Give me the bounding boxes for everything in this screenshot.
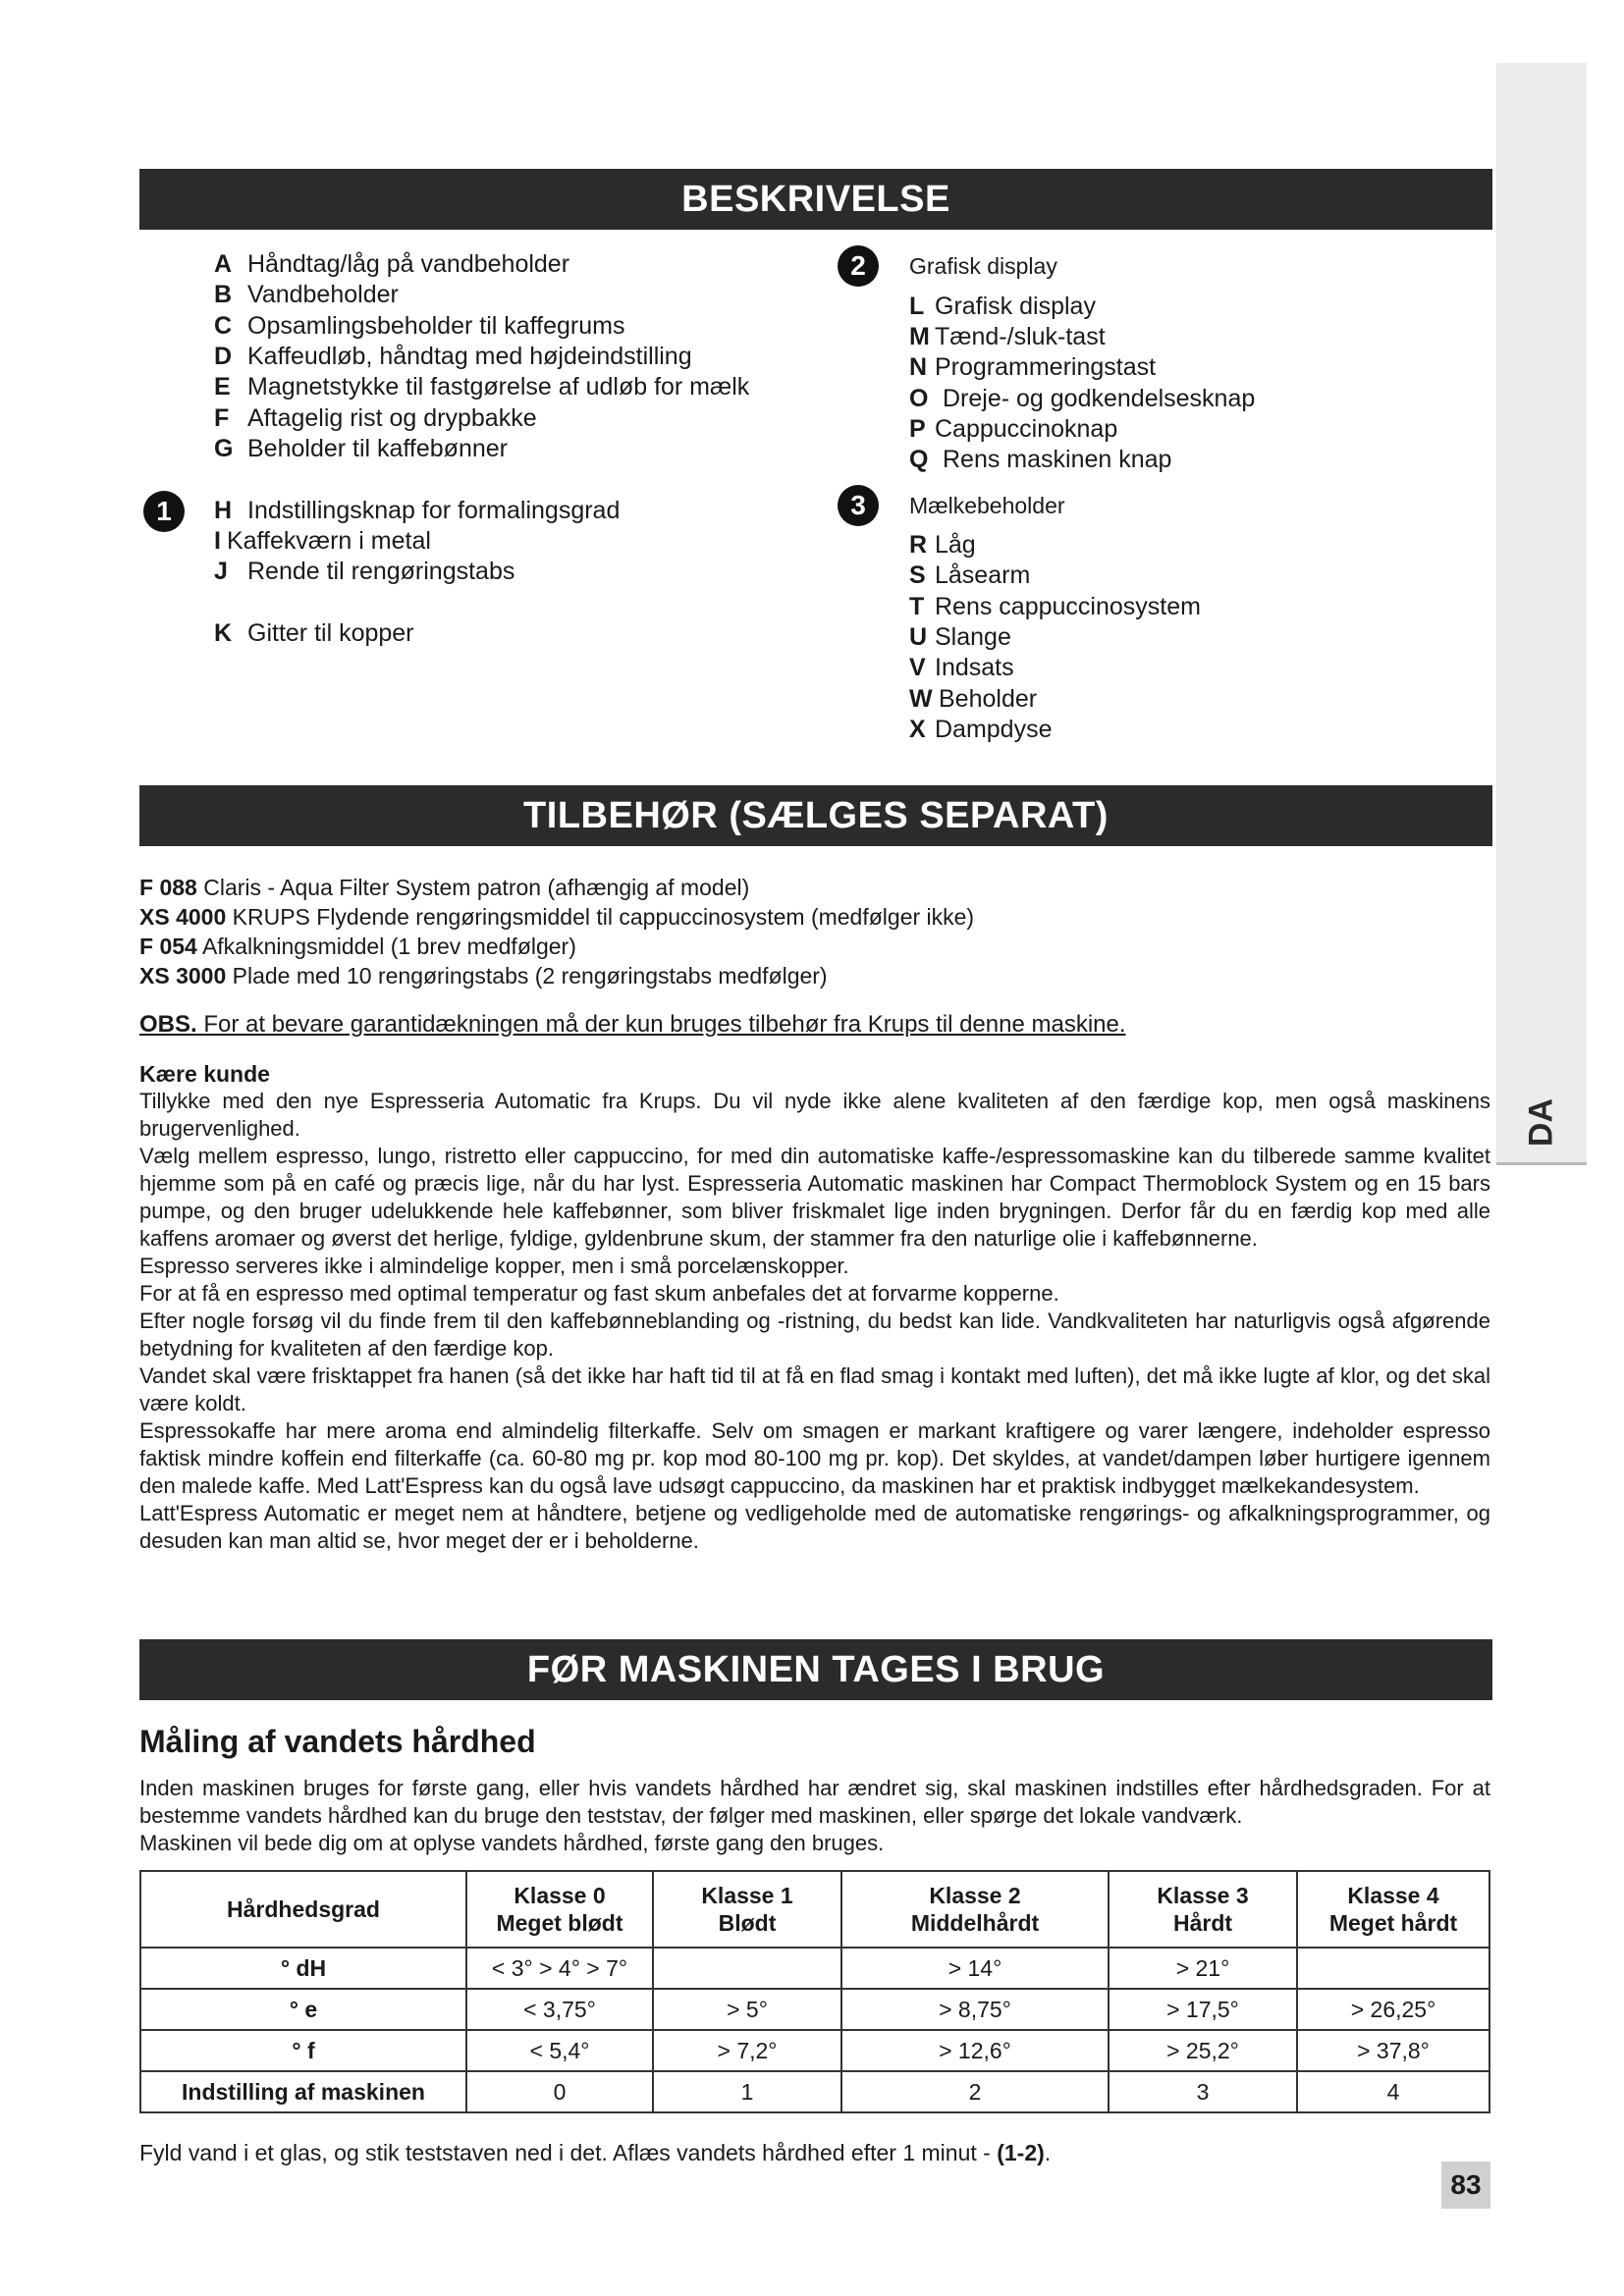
table-cell: > 14° [841,1948,1109,1989]
list-item: B Vandbeholder [214,281,399,308]
col-header: Klasse 2 Middelhårdt [841,1871,1109,1948]
table-cell: 4 [1297,2071,1489,2112]
table-cell: > 21° [1109,1948,1297,1989]
col-header: Klasse 0 Meget blødt [466,1871,653,1948]
table-cell: < 3,75° [466,1989,653,2030]
list-item: H Indstillingsknap for formalingsgrad [214,497,621,524]
table-row [140,1948,1489,1989]
paragraph: Espressokaffe har mere aroma end almindelig filterkaffe. Selv om smagen er markant kraftigere og varer længere, indeholder espresso faktisk mindre koffein end filterkaffe (ca. 60-80 mg pr. kop mod 80-100 mg pr. kop). Det skyldes, at vandet/dampen løber hurtigere igennem den malede kaffe. Med Latt'Espress kan du også lave udsøgt cappuccino, da maskinen har et praktisk indbygget mælkekandesystem. [139,1418,1490,1498]
list-item: C Opsamlingsbeholder til kaffegrums [214,312,625,340]
list-item: A Håndtag/låg på vandbeholder [214,250,570,278]
table-cell: 2 [841,2071,1109,2112]
section-header-for-maskinen: FØR MASKINEN TAGES I BRUG [139,1639,1492,1700]
list-item: D Kaffeudløb, håndtag med højdeindstilling [214,343,692,370]
row-header: ° f [140,2030,466,2071]
list-item: V Indsats [909,654,1014,681]
list-item: N Programmeringstast [909,353,1157,381]
paragraph: Latt'Espress Automatic er meget nem at håndtere, betjene og vedligeholde med de automatiske rengørings- og afkalkningsprogrammer, og desuden kan man altid se, hvor meget der er i beholderne. [139,1501,1490,1553]
list-item: G Beholder til kaffebønner [214,435,508,462]
hardness-footer: Fyld vand i et glas, og stik teststaven ned i det. Aflæs vandets hårdhed efter 1 minut - (1-2). [139,2140,1052,2165]
table-cell: < 5,4° [466,2030,653,2071]
list-item: W Beholder [909,685,1038,713]
accessory-item: XS 3000 Plade med 10 rengøringstabs (2 rengøringstabs medfølger) [139,963,828,988]
section-header-tilbehor: TILBEHØR (SÆLGES SEPARAT) [139,785,1492,846]
table-cell: > 37,8° [1297,2030,1489,2071]
list-item: L Grafisk display [909,293,1096,320]
col-header: Klasse 1 Blødt [653,1871,841,1948]
accessory-item: XS 4000 KRUPS Flydende rengøringsmiddel til cappuccinosystem (medfølger ikke) [139,904,975,930]
col-header: Hårdhedsgrad [140,1871,466,1948]
paragraph: For at få en espresso med optimal temperatur og fast skum anbefales det at forvarme kopperne. [139,1281,1059,1306]
group-title-display: Grafisk display [909,253,1057,279]
kaere-kunde-text [139,1060,1490,1555]
table-cell: > 25,2° [1109,2030,1297,2071]
table-row [140,2030,1489,2071]
table-cell: < 3° > 4° > 7° [466,1948,653,1989]
hardness-text [139,1775,1490,1857]
circle-marker-2: 2 [838,245,879,287]
table-cell: > 5° [653,1989,841,2030]
paragraph: Maskinen vil bede dig om at oplyse vandets hårdhed, første gang den bruges. [139,1831,885,1855]
group-title-milk: Mælkebeholder [909,493,1065,518]
paragraph: Vælg mellem espresso, lungo, ristretto eller cappuccino, for med din automatiske kaffe-/espressomaskine kan du tilberede samme kvalitet hjemme som på en café og præcis lige, når du har lyst. Espresseria Automatic maskinen har Compact Thermoblock System og en 15 bars pumpe, og den bruger udelukkende hele kaffebønner, som bliver friskmalet lige inden brygningen. Derfor får du en færdig kop med alle kaffens aromaer og øverst det herlige, fyldige, gyldenbrune skum, der stammer fra den naturlige olie i kaffebønnerne. [139,1144,1490,1251]
table-cell: > 8,75° [841,1989,1109,2030]
paragraph: Tillykke med den nye Espresseria Automatic fra Krups. Du vil nyde ikke alene kvaliteten af den færdige kop, men også maskinens brugervenlighed. [139,1089,1490,1141]
list-item: F Aftagelig rist og drypbakke [214,404,537,432]
list-item: E Magnetstykke til fastgørelse af udløb for mælk [214,373,750,400]
paragraph: Efter nogle forsøg vil du finde frem til den kaffebønneblanding og -ristning, du bedst kan lide. Vandkvaliteten har naturligvis også afgørende betydning for kvaliteten af den færdige kop. [139,1308,1490,1361]
list-item: O Dreje- og godkendelsesknap [909,385,1256,412]
list-item: X Dampdyse [909,716,1053,743]
col-header: Klasse 4 Meget hårdt [1297,1871,1489,1948]
table-row [140,1989,1489,2030]
list-item: J Rende til rengøringstabs [214,558,515,585]
table-cell: > 17,5° [1109,1989,1297,2030]
table-cell: > 7,2° [653,2030,841,2071]
row-header: ° e [140,1989,466,2030]
row-header: ° dH [140,1948,466,1989]
table-cell: > 12,6° [841,2030,1109,2071]
kaere-kunde-title: Kære kunde [139,1061,270,1087]
list-item: S Låsearm [909,561,1031,589]
obs-note: OBS. For at bevare garantidækningen må der kun bruges tilbehør fra Krups til denne maskine. [139,1011,1126,1038]
table-cell: 3 [1109,2071,1297,2112]
table-cell [1297,1948,1489,1989]
table-row [140,2071,1489,2112]
accessory-item: F 088 Claris - Aqua Filter System patron (afhængig af model) [139,875,750,900]
accessory-item: F 054 Afkalkningsmiddel (1 brev medfølger) [139,934,576,959]
hardness-title: Måling af vandets hårdhed [139,1724,536,1759]
page-number: 83 [1441,2162,1490,2209]
table-header-row [140,1871,1489,1948]
list-item: I Kaffekværn i metal [214,527,431,555]
col-header: Klasse 3 Hårdt [1109,1871,1297,1948]
language-side-tab [1496,63,1587,1165]
paragraph: Espresso serveres ikke i almindelige kopper, men i små porcelænskopper. [139,1254,849,1278]
table-cell [653,1948,841,1989]
table-cell: 0 [466,2071,653,2112]
list-item: T Rens cappuccinosystem [909,593,1201,620]
table-cell: 1 [653,2071,841,2112]
circle-marker-3: 3 [838,485,879,526]
circle-marker-1: 1 [143,491,185,532]
row-header: Indstilling af maskinen [140,2071,466,2112]
list-item: U Slange [909,623,1011,651]
hardness-table [139,1870,1490,2113]
paragraph: Vandet skal være frisktappet fra hanen (så det ikke har haft tid til at få en flad smag i kontakt med luften), det må ikke lugte af klor, og det skal være koldt. [139,1363,1490,1415]
list-item: P Cappuccinoknap [909,415,1118,443]
list-item: K Gitter til kopper [214,619,414,647]
section-header-beskrivelse: BESKRIVELSE [139,169,1492,230]
list-item: R Låg [909,531,976,559]
paragraph: Inden maskinen bruges for første gang, eller hvis vandets hårdhed har ændret sig, skal maskinen indstilles efter hårdhedsgraden. For at bestemme vandets hårdhed kan du bruge den teststav, der følger med maskinen, eller spørge det lokale vandværk. [139,1776,1490,1828]
table-cell: > 26,25° [1297,1989,1489,2030]
list-item: M Tænd-/sluk-tast [909,323,1106,350]
list-item: Q Rens maskinen knap [909,446,1172,473]
language-label: DA [1522,1097,1560,1148]
